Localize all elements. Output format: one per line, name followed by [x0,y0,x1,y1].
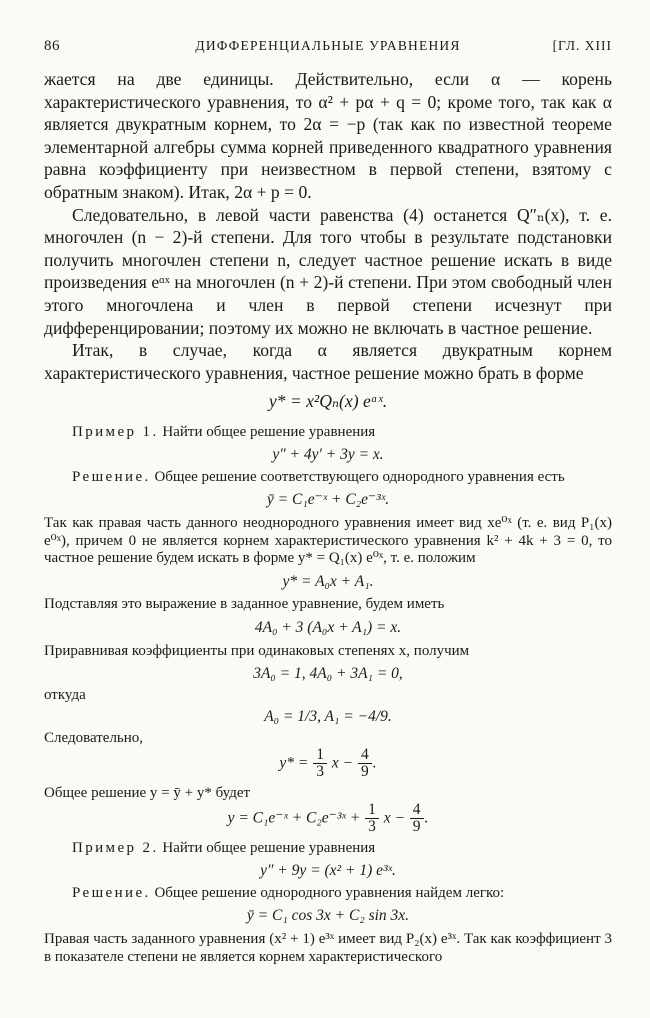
fraction-denominator: 9 [360,763,369,781]
example-1-label: Пример 1. [72,424,159,441]
example-2-rhs-text: Правая часть заданного уравнения (x² + 1) e³ˣ имеет вид P₂(x) e³ˣ. Так как коэффициент 3 в показателе степени не является корнем характеристического [44,931,612,965]
formula-example-1-equation: y″ + 4y′ + 3y = x. [272,445,384,463]
paragraph-3: Итак, в случае, когда α является двукратным корнем характеристического уравнения, частное решение можно брать в форме [44,340,612,383]
fraction-four-ninths [410,802,424,836]
example-1-substituting-text: Подставляя это выражение в заданное уравнение, будем иметь [44,596,445,613]
fraction-denominator: 3 [316,763,324,781]
formula-example-2-homogeneous: ȳ = C₁ cos 3x + C₂ sin 3x. [246,907,410,925]
paragraph-2: Следовательно, в левой части равенства (4) останется Q″ₙ(x), т. е. многочлен (n − 2)-й степени. Для того чтобы в результате подстановки получить многочлен степени n, следует частное решение искать в виде произведения eᵅˣ на многочлен (n + 2)-й степени. При этом свободный член этого многочлена и член в первой степени исчезнут при дифференцировании; поэтому их можно не включать в частное решение. [44,204,612,338]
example-1-solution-intro [44,469,612,486]
formula-example-1-general [44,802,612,836]
formula-example-1-homogeneous: ȳ = C₁e⁻ˣ + C₂e⁻³ˣ. [266,491,390,509]
fraction-denominator: 9 [412,818,421,836]
fraction-one-third [313,747,327,781]
fraction-four-ninths [358,747,372,781]
fraction-one-third [365,802,379,836]
example-2-solution-label: Решение. [72,884,151,901]
example-1-task: Найти общее решение уравнения [162,424,376,441]
particular-middle: x − [331,754,354,772]
example-1-equating-text: Приравнивая коэффициенты при одинаковых степенях x, получим [44,642,470,659]
formula-example-1-values: A₀ = 1/3, A₁ = −4/9. [264,707,392,725]
example-1-solution-text: Общее решение соответствующего однородного уравнения есть [154,468,565,485]
fraction-numerator: 4 [410,802,424,819]
fraction-numerator: 4 [358,747,372,764]
formula-partial-solution-form: y* = x²Qₙ(x) eᵅˣ. [268,391,388,412]
example-1-therefore-text: Следовательно, [44,729,144,746]
fraction-numerator: 1 [365,802,379,819]
particular-lhs: y* = [279,754,309,772]
general-middle: x − [383,809,405,827]
example-1-general-text: Общее решение y = ȳ + y* будет [44,784,251,801]
example-2-solution-intro [44,885,612,902]
general-lhs: y = C₁e⁻ˣ + C₂e⁻³ˣ + [227,809,361,827]
example-1-rhs-text: Так как правая часть данного неоднородного уравнения имеет вид xe⁰ˣ (т. е. вид P₁(x) e⁰ˣ), причем 0 не является корнем характеристического уравнения k² + 4k + 3 = 0, то частное решение будем искать в форме y* = Q₁(x) e⁰ˣ, т. е. положим [44,515,612,566]
chapter-number: [ГЛ. XIII [552,38,612,53]
running-header [44,38,612,58]
example-2-task: Найти общее решение уравнения [162,840,376,857]
formula-example-1-particular [44,747,612,781]
example-2-solution-text: Общее решение однородного уравнения найдем легко: [154,884,505,901]
formula-example-1-substitution: y* = A₀x + A₁. [282,573,374,591]
particular-end: . [372,754,377,772]
page-number: 86 [44,38,60,54]
formula-example-1-system: 3A₀ = 1, 4A₀ + 3A₁ = 0, [253,665,403,683]
page-body [44,68,612,966]
fraction-numerator: 1 [313,747,327,764]
example-1-statement [44,424,612,441]
example-2-label: Пример 2. [72,840,159,857]
chapter-title: ДИФФЕРЕНЦИАЛЬНЫЕ УРАВНЕНИЯ [195,38,461,53]
example-1-solution-label: Решение. [72,468,151,485]
general-end: . [424,809,429,827]
paragraph-1: жается на две единицы. Действительно, если α — корень характеристического уравнения, то α² + pα + q = 0; кроме того, так как α является двукратным корнем, то 2α = −p (так как по известной теореме элементарной алгебры сумма корней приведенного квадратного уравнения равна коэффициенту при неизвестном в первой степени, взятому с обратным знаком). Итак, 2α + p = 0. [44,69,612,202]
formula-example-2-equation: y″ + 9y = (x² + 1) e³ˣ. [260,861,396,879]
fraction-denominator: 3 [368,818,376,836]
formula-example-1-plugged: 4A₀ + 3 (A₀x + A₁) = x. [254,618,402,636]
example-2-statement [44,840,612,857]
example-1-whence-text: откуда [44,687,86,704]
